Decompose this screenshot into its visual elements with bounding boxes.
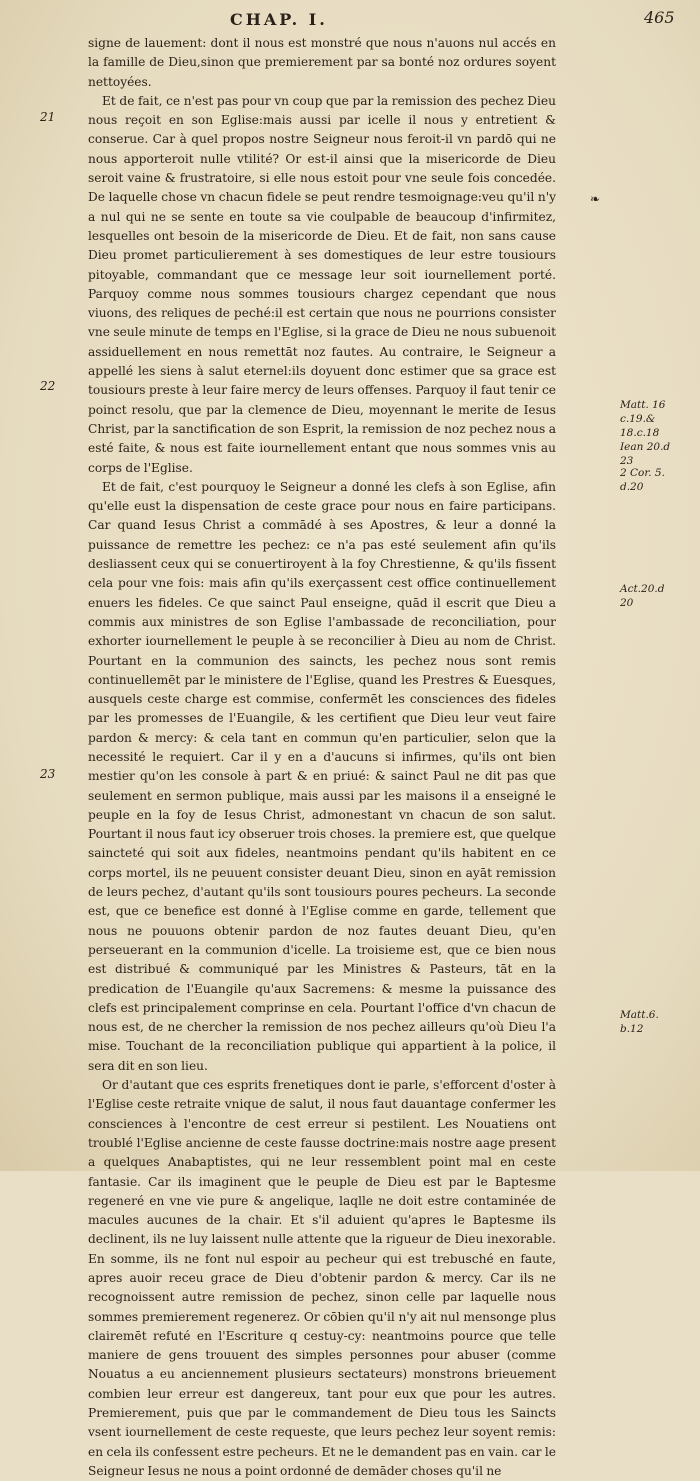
- margin-note-line: 23: [620, 455, 634, 467]
- margin-note-line: Iean 20.d: [620, 441, 671, 453]
- margin-note-line: Act.20.d: [620, 583, 665, 595]
- margin-note-line: b.12: [620, 1023, 644, 1035]
- margin-note-matt6: [620, 1008, 680, 1036]
- margin-note-line: 20: [620, 597, 634, 609]
- section-number-23: 23: [40, 767, 56, 781]
- chapter-heading: CHAP. I.: [230, 10, 328, 29]
- margin-note-2cor5: [620, 466, 680, 494]
- margin-note-line: d.20: [620, 481, 644, 493]
- margin-note-line: 2 Cor. 5.: [620, 467, 665, 479]
- margin-note-line: 18.c.18: [620, 427, 660, 439]
- margin-note-line: Matt. 16 c.19.&: [620, 399, 666, 425]
- page-number: 465: [644, 8, 675, 27]
- section-number-22: 22: [40, 379, 56, 393]
- paragraph-23: Or d'autant que ces esprits frenetiques dont ie parle, s'efforcent d'oster à l'Eglise ceste retraite vnique de salut, il nous faut dauantage confermer les consciences à l'encontre de cest erreur si pestilent. Les Nouatiens ont troublé l'Eglise ancienne de ceste fausse doctrine:mais nostre aage present a quelques Anabaptistes, qui ne leur ressemblent point mal en ceste fantasie. Car ils imaginent que le peuple de Dieu est par le Baptesme regeneré en vne vie pure & angelique, laqlle ne doit estre contaminée de macules aucunes de la chair. Et s'il aduient qu'apres le Baptesme ils declinent, ils ne luy laissent nulle attente que la rigueur de Dieu inexorable. En somme, ils ne font nul espoir au pecheur qui est trebusché en faute, apres auoir receu grace de Dieu d'obtenir pardon & mercy. Car ils ne recognoissent autre remission de pechez, sinon celle par laquelle nous sommes premierement regenerez. Or cōbien qu'il n'y ait nul mensonge plus clairemēt refuté en l'Escriture q cestuy-cy: neantmoins pource que telle maniere de gens trouuent des simples personnes pour abuser (comme Nouatus a eu anciennement plusieurs sectateurs) monstrons brieuement combien leur erreur est dangereux, tant pour eux que pour les autres. Premierement, puis que par le commandement de Dieu tous les Saincts vsent iournellement de ceste requeste, que leurs pechez leur soyent remis: en cela ils confessent estre pecheurs. Et ne le demandent pas en vain. car le Seigneur Iesus ne nous a point ordonné de demāder choses qu'il ne: [88, 1078, 556, 1478]
- body-text: [88, 34, 556, 1481]
- paragraph-intro: signe de lauement: dont il nous est monstré que nous n'auons nul accés en la famille de Dieu,sinon que premierement par sa bonté noz ordures soyent nettoyées.: [88, 36, 556, 89]
- margin-note-line: Matt.6.: [620, 1009, 659, 1021]
- paragraph-21: Et de fait, ce n'est pas pour vn coup que par la remission des pechez Dieu nous reçoit en son Eglise:mais aussi par icelle il nous y entretient & conserue. Car à quel propos nostre Seigneur nous feroit-il vn pardō qui ne nous apporteroit nulle vtilité? Or est-il ainsi que la misericorde de Dieu seroit vaine & frustratoire, si elle nous estoit pour vne seule fois concedée. De laquelle chose vn chacun fidele se peut rendre tesmoignage:veu qu'il n'y a nul qui ne se sente en toute sa vie coulpable de beaucoup d'infirmitez, lesquelles ont besoin de la misericorde de Dieu. Et de fait, non sans cause Dieu promet particulierement à ses domestiques de leur estre tousiours pitoyable, commandant que ce message leur soit iournellement porté. Parquoy comme nous sommes tousiours chargez cependant que nous viuons, des reliques de peché:il est certain que nous ne pourrions consister vne seule minute de temps en l'Eglise, si la grace de Dieu ne nous subuenoit assiduellement en nous remettāt noz fautes. Au contraire, le Seigneur a appellé les siens à salut eternel:ils doyuent donc estimer que sa grace est tousiours preste à leur faire mercy de leurs offenses. Parquoy il faut tenir ce poinct resolu, que par la clemence de Dieu, moyennant le merite de Iesus Christ, par la sanctification de son Esprit, la remission de noz pechez nous a esté faite, & nous est faite iournellement entant que nous sommes vnis au corps de l'Eglise.: [88, 93, 556, 475]
- section-number-21: 21: [40, 110, 56, 124]
- margin-note-act20: [620, 582, 680, 610]
- marginal-ornament: ❧: [590, 192, 601, 206]
- paragraph-22: Et de fait, c'est pourquoy le Seigneur a donné les clefs à son Eglise, afin qu'elle eust la dispensation de ceste grace pour nous en faire participans. Car quand Iesus Christ a commādé à ses Apostres, & leur a donné la puissance de remettre les pechez: ce n'a pas esté seulement afin qu'ils desliassent ceux qui se conuertiroyent à la foy Chrestienne, & qu'ils fissent cela pour vne fois: mais afin qu'ils exerçassent cest office continuellement enuers les fideles. Ce que sainct Paul enseigne, quād il escrit que Dieu a commis aux ministres de son Eglise l'ambassade de reconciliation, pour exhorter iournellement le peuple à se reconcilier à Dieu au nom de Christ. Pourtant en la communion des saincts, les pechez nous sont remis continuellemēt par le ministere de l'Eglise, quand les Prestres & Euesques, ausquels ceste charge est commise, confermēt les consciences des fideles par les promesses de l'Euangile, & les certifient que Dieu leur veut faire pardon & mercy: & cela tant en commun qu'en particulier, selon que la necessité le requiert. Car il y en a d'aucuns si infirmes, qu'ils ont bien mestier qu'on les console à part & en priué: & sainct Paul ne dit pas que seulement en sermon publique, mais aussi par les maisons il a enseigné le peuple en la foy de Iesus Christ, admonestant vn chacun de son salut. Pourtant il nous faut icy obseruer trois choses. la premiere est, que quelque saincteté qui soit aux fideles, neantmoins pendant qu'ils habitent en ce corps mortel, ils ne peuuent consister deuant Dieu, sinon en ayāt remission de leurs pechez, d'autant qu'ils sont tousiours poures pecheurs. La seconde est, que ce benefice est donné à l'Eglise comme en garde, tellement que nous ne pouuons obtenir pardon de noz fautes deuant Dieu, qu'en perseuerant en la communion d'icelle. La troisieme est, que ce bien nous est distribué & communiqué par les Ministres & Pasteurs, tāt en la predication de l'Euangile qu'aux Sacremens: & mesme la puissance des clefs est principalement comprinse en cela. Pourtant l'office d'vn chacun de nous est, de ne chercher la remission de nos pechez ailleurs qu'où Dieu l'a mise. Touchant de la reconciliation publique qui appartient à la police, il sera dit en son lieu.: [88, 479, 556, 1073]
- margin-note-matt16: [620, 398, 680, 468]
